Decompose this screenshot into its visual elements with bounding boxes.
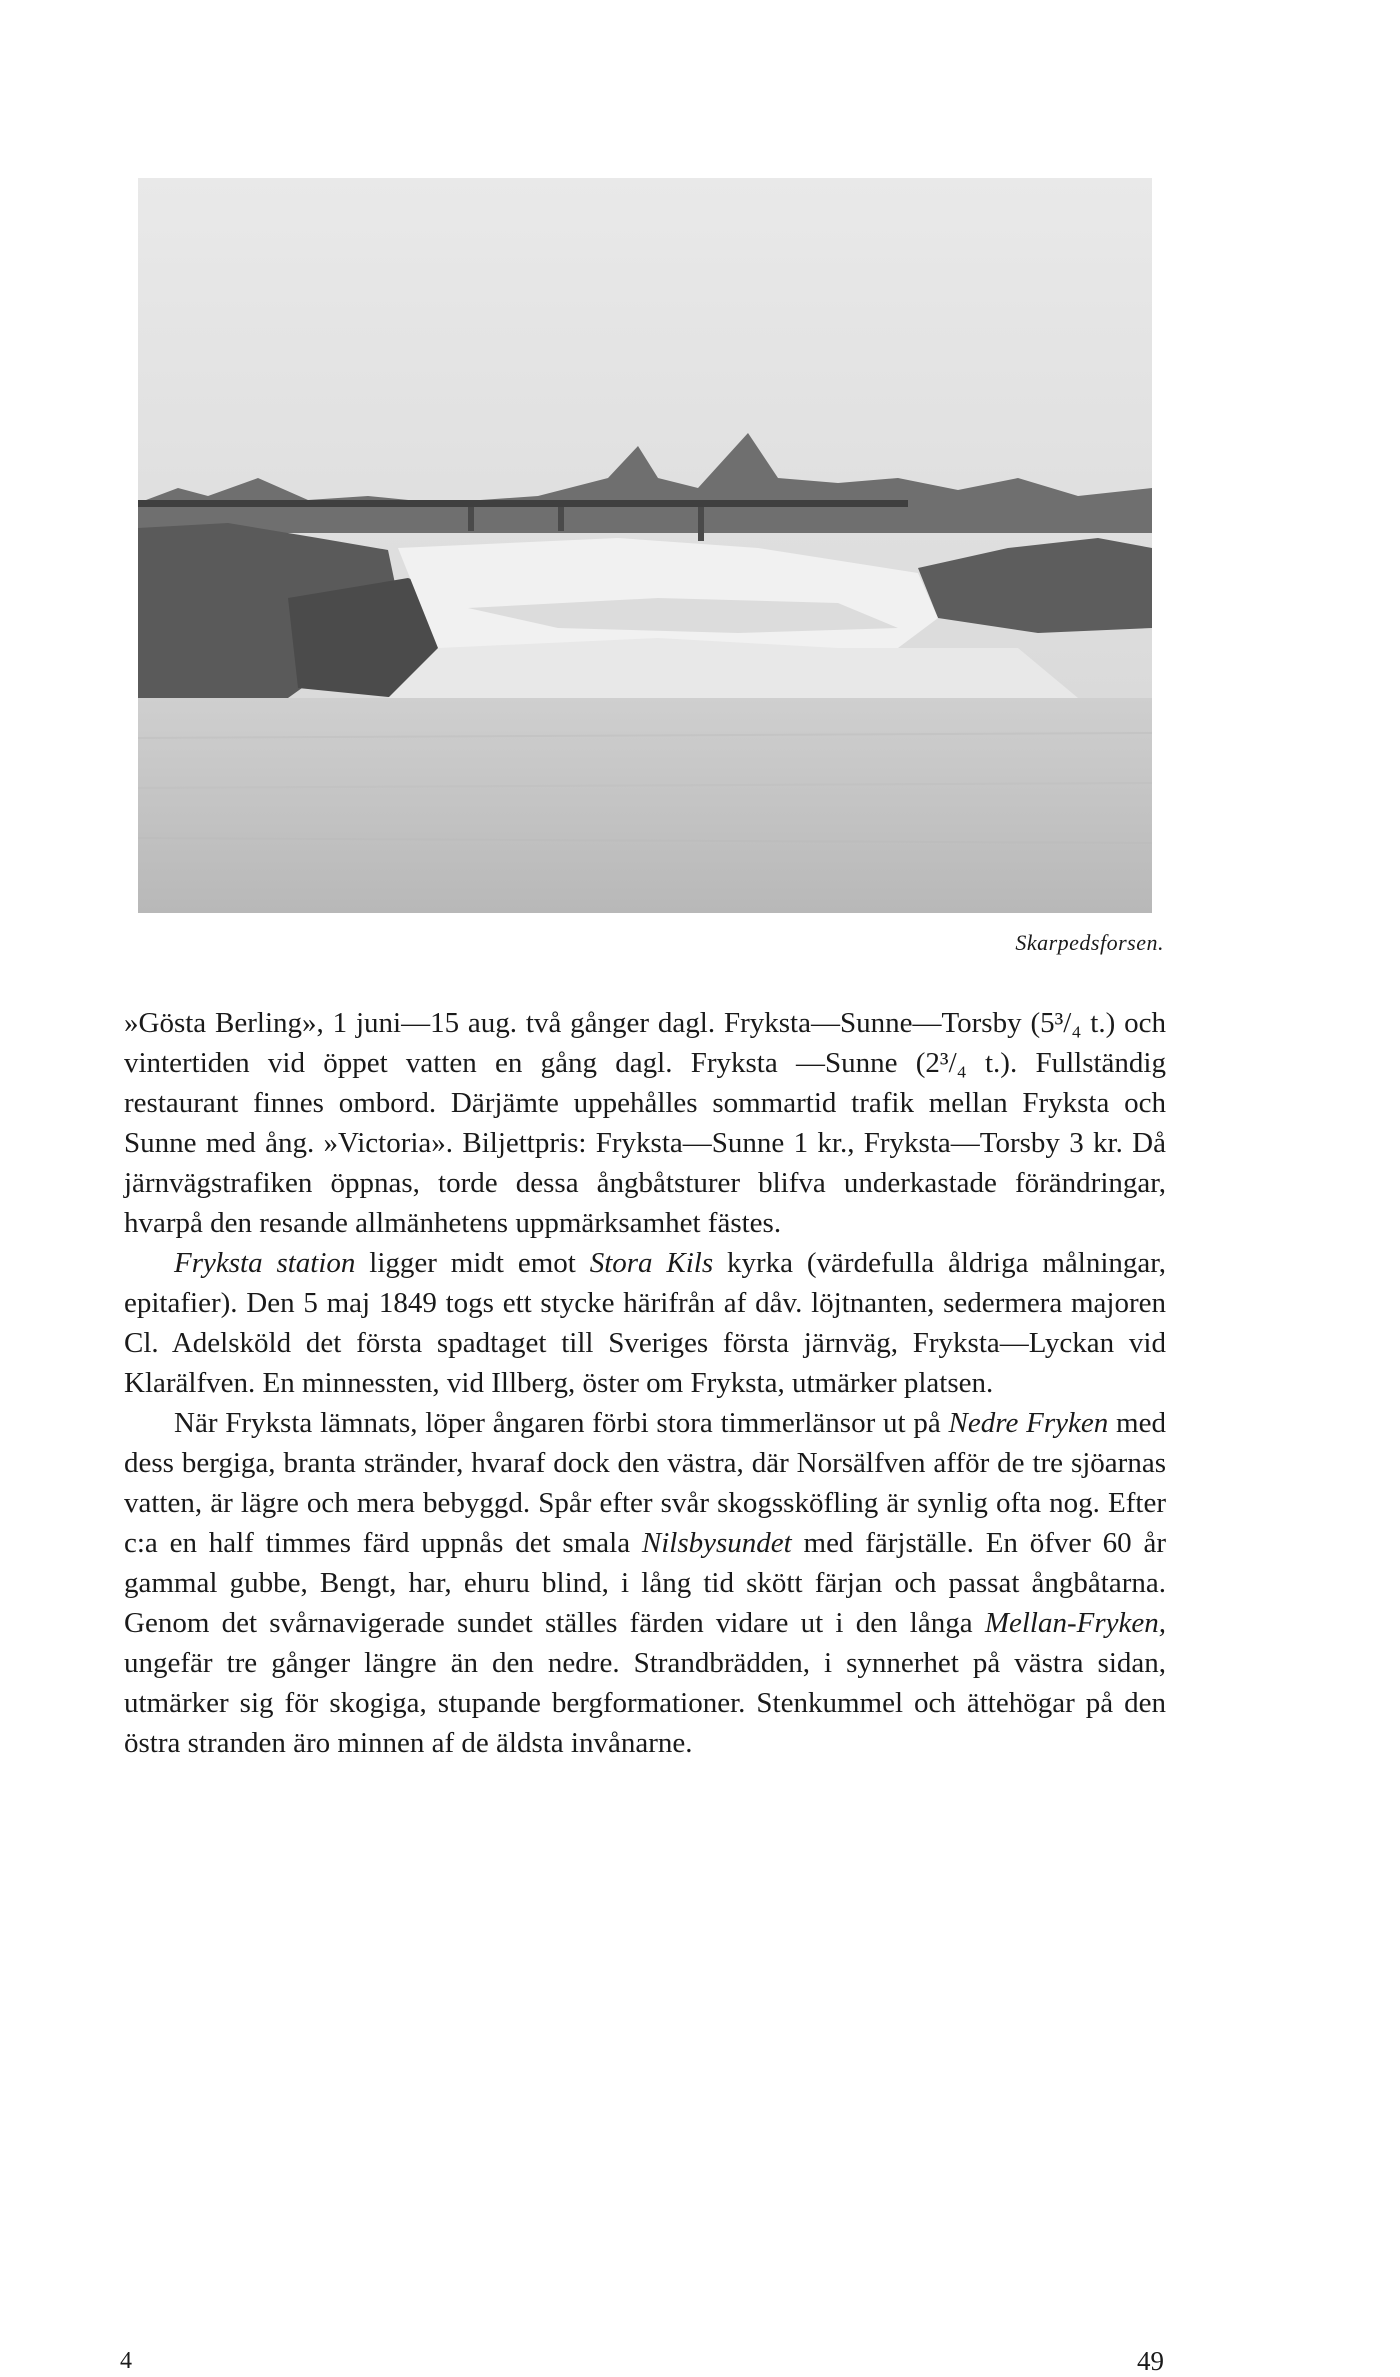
body-text bbox=[124, 1003, 1166, 1763]
text-segment: ligger midt emot bbox=[355, 1247, 590, 1279]
italic-place-name: Mellan-Fryken, bbox=[984, 1607, 1166, 1639]
italic-place-name: Nilsbysundet bbox=[641, 1527, 792, 1559]
paragraph bbox=[124, 1403, 1166, 1763]
paragraph bbox=[124, 1003, 1166, 1243]
photo-caption: Skarpedsforsen. bbox=[1015, 930, 1164, 955]
text-segment: ungefär tre gånger längre än den nedre. Strandbrädden, i synnerhet på västra sidan, utmärker sig för skogiga, stupande bergformationer. Stenkummel och ättehögar på den östra stranden äro minnen af de äldsta invånarne. bbox=[124, 1647, 1166, 1759]
text-segment: »Gösta Berling», 1 juni—15 aug. två gånger dagl. Fryksta—Sunne—Torsby (5³/₄ t.) och vintertiden vid öppet vatten en gång dagl. Fryksta —Sunne (2³/₄ t.). Fullständig restaurant finnes ombord. Därjämte uppehålles sommartid trafik mellan Fryksta och Sunne med ång. »Victoria». Biljettpris: Fryksta—Sunne 1 kr., Fryksta—Torsby 3 kr. Då järnvägstrafiken öppnas, torde dessa ångbåtsturer blifva underkastade förändringar, hvarpå den resande allmänhetens uppmärksamhet fästes. bbox=[124, 1007, 1166, 1239]
paragraph bbox=[124, 1243, 1166, 1403]
page-number: 49 bbox=[1137, 2346, 1164, 2376]
text-segment: När Fryksta lämnats, löper ångaren förbi stora timmerlänsor ut på bbox=[174, 1407, 949, 1439]
italic-place-name: Fryksta station bbox=[174, 1247, 356, 1279]
waterfall-photo-image bbox=[138, 178, 1152, 913]
text-segment: med dess bergiga, branta stränder, hvaraf dock den västra, där Norsälfven afför de tre sjöarnas vatten, är lägre och mera bebyggd. Spår efter svår skogssköfling är synlig ofta nog. Efter c:a en half timmes färd uppnås det smala bbox=[124, 1407, 1166, 1559]
text-segment: med färjställe. En öfver 60 år gammal gubbe, Bengt, har, ehuru blind, i lång tid skött färjan och passat ångbåtarna. Genom det svårnavigerade sundet ställes färden vidare ut i den långa bbox=[124, 1527, 1166, 1639]
italic-place-name: Nedre Fryken bbox=[948, 1407, 1109, 1439]
text-segment: kyrka (värdefulla åldriga målningar, epitafier). Den 5 maj 1849 togs ett stycke härifrån af dåv. löjtnanten, sedermera majoren Cl. Adelsköld det första spadtaget till Sveriges första järnväg, Fryksta—Lyckan vid Klarälfven. En minnessten, vid Illberg, öster om Fryksta, utmärker platsen. bbox=[124, 1247, 1167, 1399]
signature-mark: 4 bbox=[120, 2348, 132, 2374]
waterfall-photograph bbox=[138, 178, 1152, 913]
italic-place-name: Stora Kils bbox=[589, 1247, 714, 1279]
